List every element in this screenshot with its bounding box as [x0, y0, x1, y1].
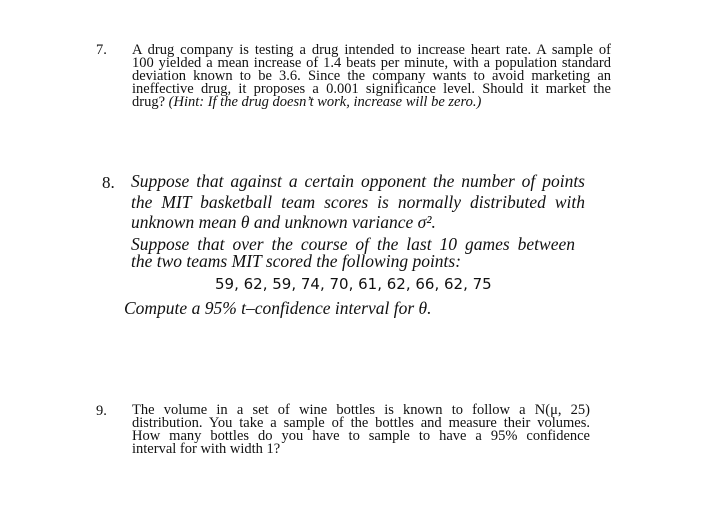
question-7-text	[132, 44, 611, 109]
question-8-number: 8.	[102, 173, 115, 192]
question-7-line: A drug company is testing a drug intended to increase heart rate. A sample of	[132, 42, 611, 58]
question-8-line: the MIT basketball team scores is normally distributed with	[131, 191, 585, 212]
question-9-line: distribution. You take a sample of the bottles and measure their volumes.	[132, 415, 590, 431]
question-8-text	[131, 171, 585, 233]
question-9-text	[132, 404, 590, 456]
question-7-number: 7.	[96, 42, 107, 58]
question-8-instruction: Compute a 95% t–confidence interval for θ.	[124, 298, 432, 318]
question-8-data: 59, 62, 59, 74, 70, 61, 62, 66, 62, 75	[215, 275, 492, 293]
question-9-number: 9.	[96, 403, 107, 419]
question-8-text-2	[131, 236, 575, 270]
question-8-line: Suppose that against a certain opponent the number of points	[131, 171, 585, 191]
question-9-line: interval for with width 1?	[132, 441, 281, 457]
question-8-line: unknown mean θ and unknown variance σ².	[131, 212, 436, 232]
question-7-line: ineffective drug, it proposes a 0.001 significance level. Should it market the	[132, 81, 611, 97]
question-9-line: The volume in a set of wine bottles is known to follow a N(μ, 25)	[132, 402, 590, 418]
question-7-line-last: drug? (Hint: If the drug doesn’t work, increase will be zero.)	[132, 94, 482, 110]
question-9-line: How many bottles do you have to sample to have a 95% confidence	[132, 428, 590, 444]
question-7-line: deviation known to be 3.6. Since the company wants to avoid marketing an	[132, 68, 611, 84]
question-7-line: 100 yielded a mean increase of 1.4 beats per minute, with a population standard	[132, 55, 611, 71]
question-7-hint: (Hint: If the drug doesn’t work, increase will be zero.)	[168, 94, 482, 110]
question-8-line: Suppose that over the course of the last 10 games between	[131, 234, 575, 254]
question-8-line: the two teams MIT scored the following points:	[131, 251, 462, 271]
